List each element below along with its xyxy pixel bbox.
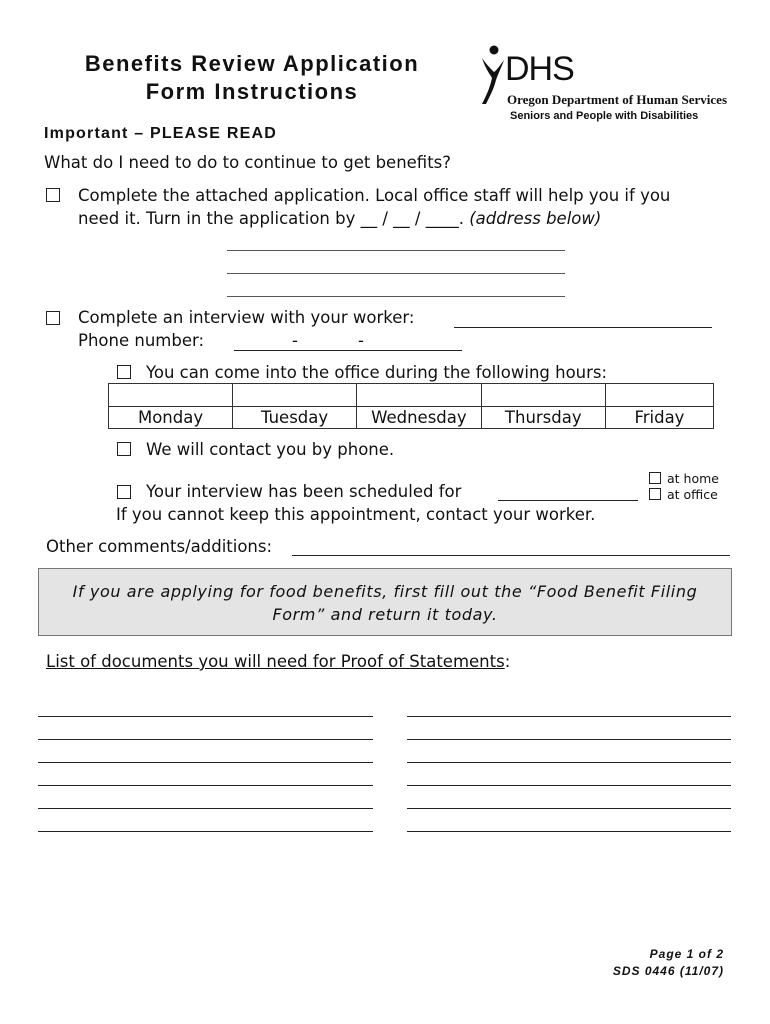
document-line-right-6[interactable] bbox=[407, 831, 731, 832]
application-due-date-text: need it. Turn in the application by __ / __ / ____. bbox=[78, 209, 464, 228]
hours-cell-wednesday[interactable] bbox=[357, 384, 482, 407]
question-text: What do I need to do to continue to get benefits? bbox=[44, 153, 452, 172]
logo-division: Seniors and People with Disabilities bbox=[510, 110, 699, 122]
other-comments-label: Other comments/additions: bbox=[46, 537, 273, 556]
logo-agency: Oregon Department of Human Services bbox=[507, 92, 728, 107]
hours-cell-monday[interactable] bbox=[109, 384, 233, 407]
interview-label: Complete an interview with your worker: bbox=[78, 308, 415, 327]
document-line-left-4[interactable] bbox=[38, 785, 373, 786]
hours-cell-tuesday[interactable] bbox=[233, 384, 357, 407]
interview-checkbox[interactable] bbox=[46, 311, 60, 325]
food-benefits-banner bbox=[38, 568, 732, 636]
document-line-right-2[interactable] bbox=[407, 739, 731, 740]
documents-label: List of documents you will need for Proof of Statements bbox=[46, 652, 505, 671]
hours-row bbox=[109, 384, 714, 407]
phone-contact-checkbox[interactable] bbox=[117, 442, 131, 456]
application-line2 bbox=[78, 209, 601, 228]
document-line-right-4[interactable] bbox=[407, 785, 731, 786]
application-checkbox[interactable] bbox=[46, 188, 60, 202]
form-title-line2: Form Instructions bbox=[145, 79, 359, 104]
address-line-1[interactable] bbox=[227, 250, 565, 251]
banner-line2: Form” and return it today. bbox=[272, 605, 498, 624]
office-hours-label: You can come into the office during the following hours: bbox=[146, 363, 608, 382]
office-hours-checkbox[interactable] bbox=[117, 365, 131, 379]
at-home-checkbox[interactable] bbox=[649, 472, 661, 484]
hours-cell-friday[interactable] bbox=[605, 384, 713, 407]
day-thursday: Thursday bbox=[481, 407, 605, 429]
day-tuesday: Tuesday bbox=[233, 407, 357, 429]
scheduled-datetime-line[interactable] bbox=[498, 500, 638, 501]
address-line-2[interactable] bbox=[227, 273, 565, 274]
document-line-left-5[interactable] bbox=[38, 808, 373, 809]
banner-line1: If you are applying for food benefits, first fill out the “Food Benefit Filing bbox=[72, 582, 698, 601]
day-wednesday: Wednesday bbox=[357, 407, 482, 429]
other-comments-line[interactable] bbox=[292, 555, 730, 556]
phone-contact-label: We will contact you by phone. bbox=[146, 440, 395, 459]
important-label: Important – PLEASE READ bbox=[44, 125, 277, 142]
day-friday: Friday bbox=[605, 407, 713, 429]
documents-heading bbox=[46, 652, 510, 671]
document-line-left-2[interactable] bbox=[38, 739, 373, 740]
at-home-label: at home bbox=[667, 471, 719, 486]
application-line1: Complete the attached application. Local office staff will help you if you bbox=[78, 186, 671, 205]
document-line-right-1[interactable] bbox=[407, 716, 731, 717]
address-line-3[interactable] bbox=[227, 296, 565, 297]
phone-label: Phone number: bbox=[78, 331, 205, 350]
document-line-left-1[interactable] bbox=[38, 716, 373, 717]
days-row bbox=[109, 407, 714, 429]
document-line-right-5[interactable] bbox=[407, 808, 731, 809]
office-hours-table bbox=[108, 383, 714, 429]
page-number: Page 1 of 2 bbox=[649, 947, 724, 961]
documents-colon: : bbox=[504, 652, 511, 671]
address-below-note: (address below) bbox=[469, 209, 602, 228]
form-title bbox=[42, 50, 462, 106]
phone-dash-1: - bbox=[292, 331, 298, 350]
day-monday: Monday bbox=[109, 407, 233, 429]
form-id: SDS 0446 (11/07) bbox=[612, 964, 724, 978]
document-line-left-3[interactable] bbox=[38, 762, 373, 763]
phone-dash-2: - bbox=[358, 331, 364, 350]
scheduled-checkbox[interactable] bbox=[117, 485, 131, 499]
document-line-left-6[interactable] bbox=[38, 831, 373, 832]
at-office-label: at office bbox=[667, 487, 718, 502]
worker-name-line[interactable] bbox=[454, 327, 712, 328]
person-figure-icon bbox=[476, 44, 506, 106]
at-office-checkbox[interactable] bbox=[649, 488, 661, 500]
hours-cell-thursday[interactable] bbox=[481, 384, 605, 407]
document-line-right-3[interactable] bbox=[407, 762, 731, 763]
logo-dhs: DHS bbox=[505, 50, 574, 88]
scheduled-label: Your interview has been scheduled for bbox=[146, 482, 462, 501]
form-title-line1: Benefits Review Application bbox=[84, 51, 420, 76]
appointment-note: If you cannot keep this appointment, contact your worker. bbox=[116, 505, 596, 524]
phone-number-line[interactable] bbox=[234, 350, 462, 351]
